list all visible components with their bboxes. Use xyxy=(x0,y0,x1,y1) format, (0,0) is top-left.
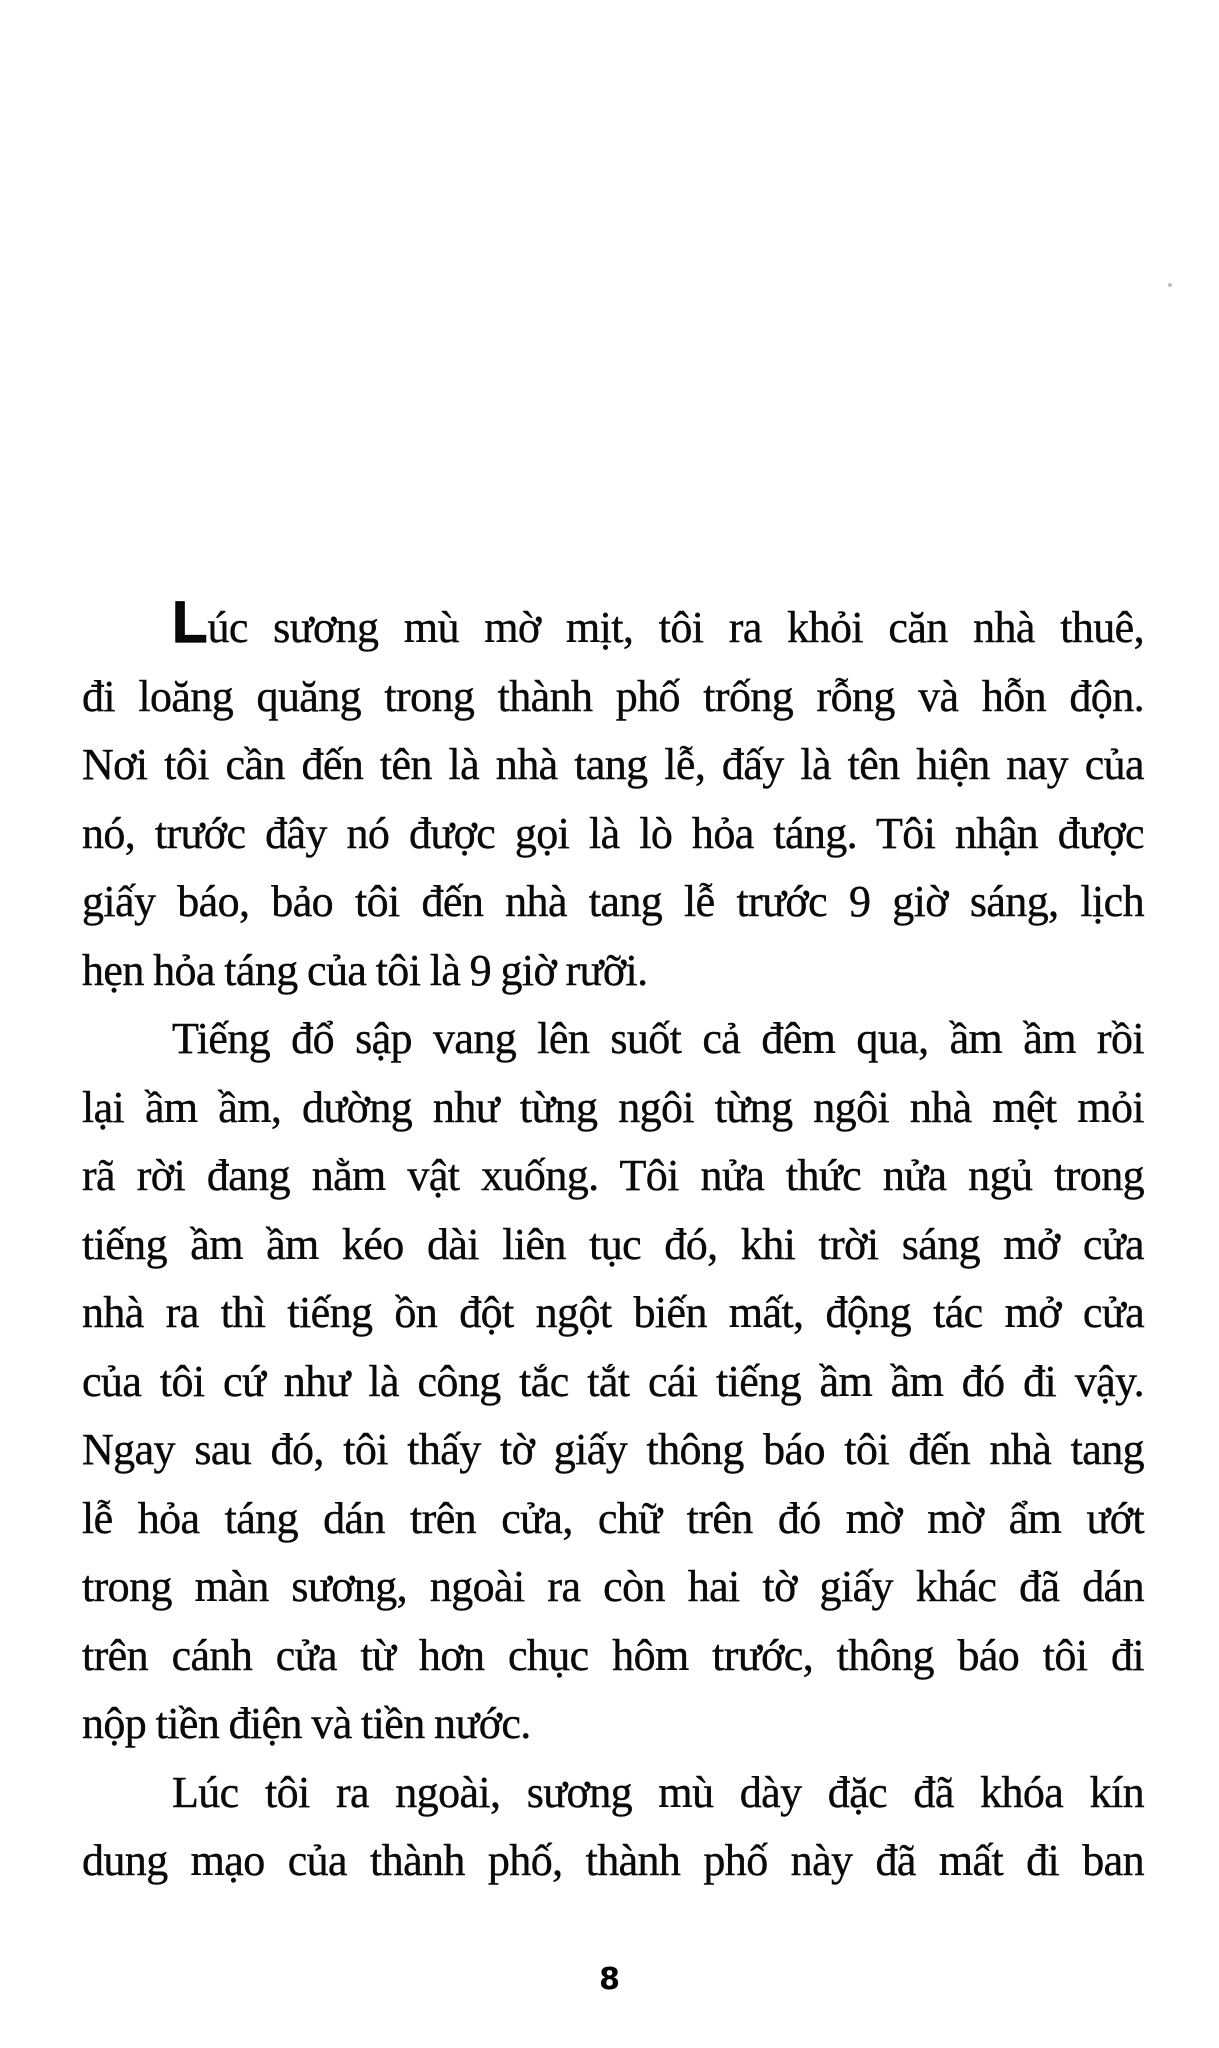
text-line xyxy=(82,590,1144,663)
body-text xyxy=(82,590,1144,1896)
text-line: Tiếng đổ sập vang lên suốt cả đêm qua, ầm ầm rồi xyxy=(172,1014,1144,1063)
text-line: lại ầm ầm, dường như từng ngôi từng ngôi nhà mệt mỏi xyxy=(82,1082,1144,1132)
text-line: giấy báo, bảo tôi đến nhà tang lễ trước 9 giờ sáng, lịch xyxy=(82,877,1144,926)
text-line: lễ hỏa táng dán trên cửa, chữ trên đó mờ mờ ẩm ướt xyxy=(82,1493,1144,1543)
text-line: của tôi cứ như là công tắc tắt cái tiếng ầm ầm đó đi vậy. xyxy=(82,1356,1144,1406)
text-line: tiếng ầm ầm kéo dài liên tục đó, khi trời sáng mở cửa xyxy=(82,1219,1144,1269)
paragraph-3 xyxy=(82,1759,1144,1896)
text-line: dung mạo của thành phố, thành phố này đã mất đi ban xyxy=(82,1836,1144,1885)
paragraph-2 xyxy=(82,1005,1144,1759)
text-line: đi loăng quăng trong thành phố trống rỗng và hỗn độn. xyxy=(82,671,1144,721)
text-line: hẹn hỏa táng của tôi là 9 giờ rưỡi. xyxy=(82,945,648,995)
text-line: Lúc tôi ra ngoài, sương mù dày đặc đã khóa kín xyxy=(172,1767,1144,1817)
text-line: Nơi tôi cần đến tên là nhà tang lễ, đấy là tên hiện nay của xyxy=(82,740,1144,789)
text-line-content: úc sương mù mờ mịt, tôi ra khỏi căn nhà thuê, xyxy=(207,603,1144,652)
page-number: 8 xyxy=(599,1962,620,1997)
drop-cap: L xyxy=(172,590,208,655)
text-line: nhà ra thì tiếng ồn đột ngột biến mất, động tác mở cửa xyxy=(82,1288,1144,1337)
text-line: Ngay sau đó, tôi thấy tờ giấy thông báo tôi đến nhà tang xyxy=(82,1425,1144,1474)
text-line: nó, trước đây nó được gọi là lò hỏa táng. Tôi nhận được xyxy=(82,808,1144,858)
scan-speck xyxy=(1168,283,1172,287)
text-line: rã rời đang nằm vật xuống. Tôi nửa thức nửa ngủ trong xyxy=(82,1151,1144,1200)
text-line: nộp tiền điện và tiền nước. xyxy=(82,1699,531,1748)
text-line: trên cánh cửa từ hơn chục hôm trước, thông báo tôi đi xyxy=(82,1630,1144,1680)
text-line: trong màn sương, ngoài ra còn hai tờ giấy khác đã dán xyxy=(82,1562,1144,1611)
paragraph-1 xyxy=(82,590,1144,1005)
